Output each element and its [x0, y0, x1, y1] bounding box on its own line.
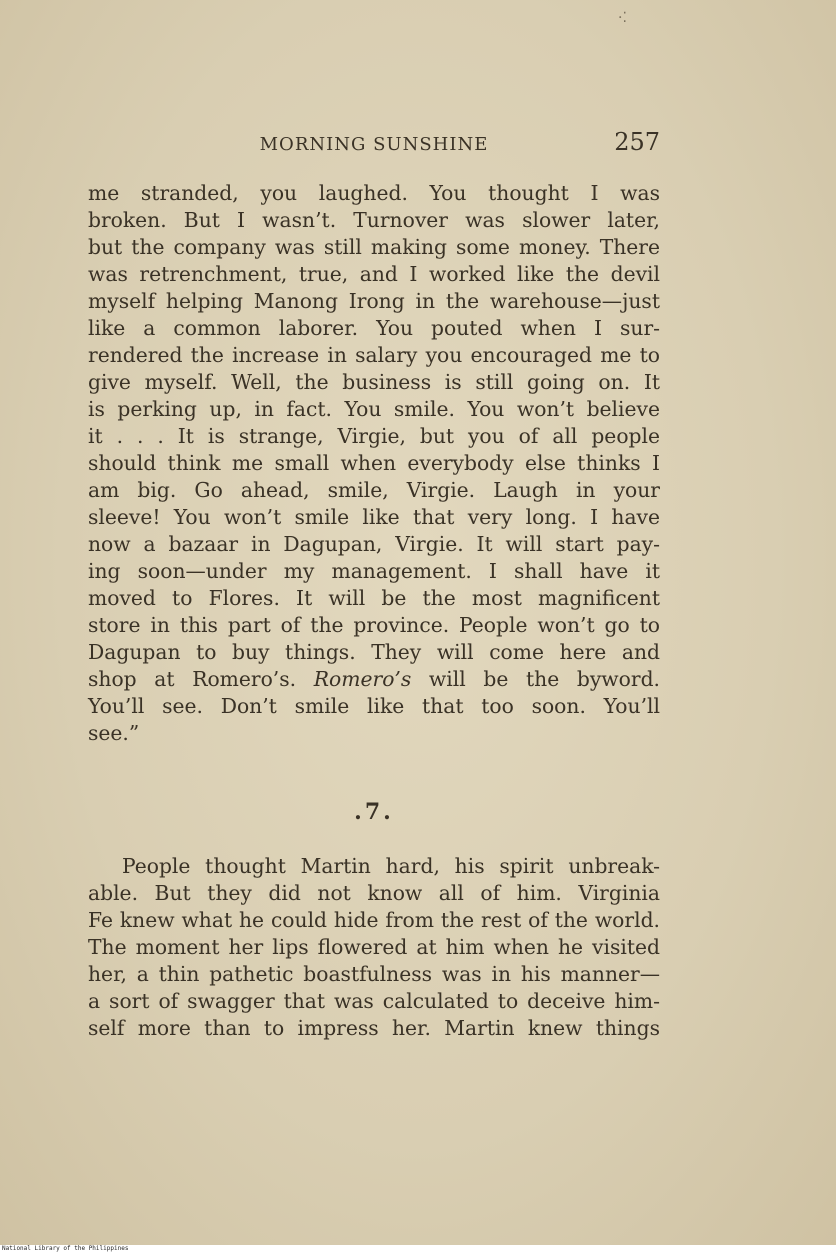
footer-strip [0, 1245, 836, 1253]
text-line: able. But they did not know all of him. Virginia [88, 881, 660, 905]
text-line: am big. Go ahead, smile, Virgie. Laugh in your [88, 478, 660, 502]
text-line: give myself. Well, the business is still going on. It [88, 370, 660, 394]
text-line-mixed [88, 666, 660, 693]
running-title: MORNING SUNSHINE [259, 134, 489, 155]
text-line: it . . . It is strange, Virgie, but you of all people [88, 424, 660, 448]
text-line: me stranded, you laughed. You thought I was [88, 181, 660, 205]
text-segment: will be the byword. [428, 667, 661, 691]
text-line: was retrenchment, true, and I worked like the devil [88, 262, 660, 286]
text-line: Dagupan to buy things. They will come here and [88, 640, 660, 664]
text-line: like a common laborer. You pouted when I sur- [88, 316, 660, 340]
text-line: The moment her lips flowered at him when he visited [88, 935, 660, 959]
text-line: should think me small when everybody else thinks I [88, 451, 660, 475]
text-line: her, a thin pathetic boastfulness was in his manner— [88, 962, 660, 986]
section-number: .7. [354, 799, 394, 825]
text-line: Fe knew what he could hide from the rest of the world. [88, 908, 660, 932]
text-line-indented [88, 853, 660, 880]
paragraph-1 [88, 180, 660, 747]
text-line: sleeve! You won’t smile like that very long. I have [88, 505, 660, 529]
page-number: 257 [614, 128, 660, 156]
text-line: now a bazaar in Dagupan, Virgie. It will start pay- [88, 532, 660, 556]
text-line: You’ll see. Don’t smile like that too soon. You’ll [88, 694, 660, 718]
text-line: store in this part of the province. People won’t go to [88, 613, 660, 637]
library-watermark: National Library of the Philippines [2, 1245, 129, 1252]
text-segment: People thought Martin hard, his spirit unbreak- [122, 854, 660, 878]
text-line: broken. But I wasn’t. Turnover was slower later, [88, 208, 660, 232]
paragraph-2 [88, 853, 660, 1042]
text-line: moved to Flores. It will be the most magnificent [88, 586, 660, 610]
page-blemish: ·⁚ [618, 10, 627, 26]
italic-segment: Romero’s [313, 667, 412, 691]
text-line: self more than to impress her. Martin knew things [88, 1016, 660, 1040]
text-line: see.” [88, 721, 140, 745]
text-line: myself helping Manong Irong in the warehouse—just [88, 289, 660, 313]
text-line: is perking up, in fact. You smile. You won’t believe [88, 397, 660, 421]
text-line: ing soon—under my management. I shall have it [88, 559, 660, 583]
text-segment: shop at Romero’s. [88, 667, 297, 691]
text-line: but the company was still making some money. There [88, 235, 660, 259]
running-header [88, 130, 660, 160]
text-line: a sort of swagger that was calculated to deceive him- [88, 989, 660, 1013]
text-line: rendered the increase in salary you encouraged me to [88, 343, 660, 367]
